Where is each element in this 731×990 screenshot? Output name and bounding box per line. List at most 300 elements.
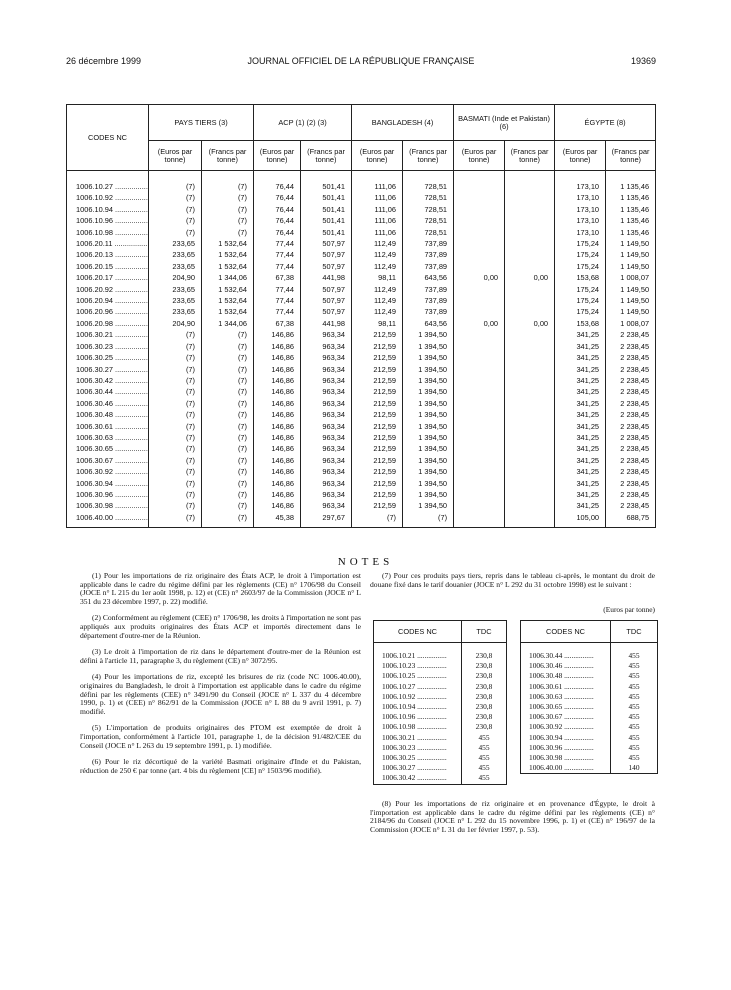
value-cell: 212,59: [352, 375, 403, 386]
value-cell: 1 394,50: [403, 421, 454, 432]
value-cell: [505, 238, 555, 249]
value-cell: [454, 375, 505, 386]
value-cell: [454, 261, 505, 272]
value-cell: [454, 398, 505, 409]
tdc-row: [521, 671, 658, 681]
value-cell: (7): [149, 386, 202, 397]
value-cell: 175,24: [555, 306, 606, 317]
value-cell: 175,24: [555, 284, 606, 295]
value-cell: 1 135,46: [606, 215, 656, 226]
value-cell: 688,75: [606, 512, 656, 528]
tdc-value-cell: 230,8: [462, 692, 507, 702]
tdc-value-cell: 230,8: [462, 661, 507, 671]
value-cell: (7): [202, 192, 254, 203]
value-cell: (7): [149, 192, 202, 203]
value-cell: (7): [149, 341, 202, 352]
value-cell: 963,34: [301, 432, 352, 443]
value-cell: 963,34: [301, 375, 352, 386]
tdc-row: [374, 722, 507, 732]
value-cell: (7): [149, 409, 202, 420]
value-cell: 146,86: [254, 432, 301, 443]
tdc-code-cell: 1006.30.67 ................: [521, 712, 611, 722]
tdc-value-cell: 455: [611, 712, 658, 722]
value-cell: 153,68: [555, 272, 606, 283]
value-cell: (7): [202, 204, 254, 215]
value-cell: 341,25: [555, 466, 606, 477]
value-cell: 341,25: [555, 432, 606, 443]
tdc-value-cell: 230,8: [462, 722, 507, 732]
value-cell: [505, 386, 555, 397]
value-cell: 1 394,50: [403, 443, 454, 454]
value-cell: 1 394,50: [403, 364, 454, 375]
nc-code-cell: 1006.30.42 ................: [67, 375, 149, 386]
tdc-row: [374, 702, 507, 712]
value-cell: 737,89: [403, 295, 454, 306]
value-cell: 963,34: [301, 500, 352, 511]
nc-code-cell: 1006.10.92 ................: [67, 192, 149, 203]
unit-euros-header: (Euros par tonne): [454, 141, 505, 171]
value-cell: (7): [149, 364, 202, 375]
value-cell: 0,00: [505, 272, 555, 283]
value-cell: 233,65: [149, 238, 202, 249]
value-cell: [505, 409, 555, 420]
value-cell: 112,49: [352, 284, 403, 295]
value-cell: 1 532,64: [202, 261, 254, 272]
value-cell: [505, 478, 555, 489]
tdc-row: [374, 661, 507, 671]
nc-code-cell: 1006.20.15 ................: [67, 261, 149, 272]
value-cell: 212,59: [352, 398, 403, 409]
value-cell: [454, 352, 505, 363]
value-cell: 507,97: [301, 295, 352, 306]
value-cell: 204,90: [149, 272, 202, 283]
tdc-code-cell: 1006.10.92 ................: [374, 692, 462, 702]
tdc-row: [521, 753, 658, 763]
value-cell: [505, 432, 555, 443]
value-cell: 2 238,45: [606, 398, 656, 409]
value-cell: 643,56: [403, 272, 454, 283]
value-cell: (7): [202, 227, 254, 238]
value-cell: 146,86: [254, 329, 301, 340]
tdc-code-cell: 1006.30.96 ................: [521, 743, 611, 753]
value-cell: (7): [149, 398, 202, 409]
value-cell: 1 394,50: [403, 466, 454, 477]
value-cell: 146,86: [254, 489, 301, 500]
table-row: [67, 398, 656, 409]
nc-code-cell: 1006.30.46 ................: [67, 398, 149, 409]
value-cell: 2 238,45: [606, 443, 656, 454]
value-cell: (7): [149, 489, 202, 500]
value-cell: 2 238,45: [606, 364, 656, 375]
value-cell: (7): [202, 364, 254, 375]
value-cell: 173,10: [555, 227, 606, 238]
value-cell: (7): [202, 398, 254, 409]
tdc-value-cell: 455: [611, 671, 658, 681]
value-cell: 112,49: [352, 306, 403, 317]
value-cell: 146,86: [254, 443, 301, 454]
value-cell: 1 135,46: [606, 171, 656, 193]
value-cell: [454, 500, 505, 511]
value-cell: [505, 375, 555, 386]
value-cell: [505, 171, 555, 193]
value-cell: 1 394,50: [403, 409, 454, 420]
tdc-code-cell: 1006.10.96 ................: [374, 712, 462, 722]
journal-title: JOURNAL OFFICIEL DE LA RÉPUBLIQUE FRANÇAISE: [247, 56, 475, 66]
table-row: [67, 261, 656, 272]
value-cell: [454, 443, 505, 454]
value-cell: 1 394,50: [403, 341, 454, 352]
group-header: ACP (1) (2) (3): [254, 105, 352, 141]
value-cell: 963,34: [301, 421, 352, 432]
value-cell: 441,98: [301, 318, 352, 329]
value-cell: (7): [149, 466, 202, 477]
value-cell: 2 238,45: [606, 352, 656, 363]
value-cell: 146,86: [254, 398, 301, 409]
value-cell: 212,59: [352, 478, 403, 489]
value-cell: 146,86: [254, 364, 301, 375]
value-cell: [454, 204, 505, 215]
value-cell: [505, 512, 555, 528]
value-cell: 233,65: [149, 261, 202, 272]
value-cell: 728,51: [403, 227, 454, 238]
value-cell: 963,34: [301, 443, 352, 454]
value-cell: 341,25: [555, 352, 606, 363]
tdc-code-cell: 1006.30.25 ................: [374, 753, 462, 763]
value-cell: 1 149,50: [606, 284, 656, 295]
value-cell: 501,41: [301, 171, 352, 193]
value-cell: 112,49: [352, 261, 403, 272]
group-header: BASMATI (Inde et Pakistan) (6): [454, 105, 555, 141]
tdc-value-cell: 455: [611, 733, 658, 743]
value-cell: 1 008,07: [606, 272, 656, 283]
nc-code-cell: 1006.20.11 ................: [67, 238, 149, 249]
value-cell: [505, 341, 555, 352]
value-cell: [505, 284, 555, 295]
page-header: [66, 56, 656, 70]
value-cell: 112,49: [352, 238, 403, 249]
tdc-row: [374, 733, 507, 743]
tdc-row: [521, 712, 658, 722]
value-cell: (7): [149, 500, 202, 511]
value-cell: (7): [149, 375, 202, 386]
value-cell: [454, 409, 505, 420]
unit-francs-header: (Francs par tonne): [403, 141, 454, 171]
value-cell: (7): [149, 171, 202, 193]
value-cell: 2 238,45: [606, 386, 656, 397]
value-cell: 77,44: [254, 284, 301, 295]
value-cell: 212,59: [352, 364, 403, 375]
value-cell: 76,44: [254, 171, 301, 193]
value-cell: 1 532,64: [202, 306, 254, 317]
value-cell: 173,10: [555, 215, 606, 226]
tdc-code-cell: 1006.10.27 ................: [374, 682, 462, 692]
value-cell: 76,44: [254, 215, 301, 226]
tdc-row: [374, 773, 507, 784]
value-cell: 175,24: [555, 295, 606, 306]
value-cell: 146,86: [254, 409, 301, 420]
value-cell: [505, 500, 555, 511]
value-cell: 2 238,45: [606, 329, 656, 340]
value-cell: [505, 249, 555, 260]
value-cell: 1 008,07: [606, 318, 656, 329]
value-cell: (7): [202, 432, 254, 443]
unit-euros-header: (Euros par tonne): [254, 141, 301, 171]
value-cell: 1 532,64: [202, 249, 254, 260]
table-row: [67, 329, 656, 340]
value-cell: 1 394,50: [403, 455, 454, 466]
nc-code-cell: 1006.30.94 ................: [67, 478, 149, 489]
value-cell: (7): [202, 478, 254, 489]
value-cell: (7): [403, 512, 454, 528]
unit-francs-header: (Francs par tonne): [202, 141, 254, 171]
value-cell: 341,25: [555, 341, 606, 352]
value-cell: 728,51: [403, 215, 454, 226]
value-cell: 507,97: [301, 284, 352, 295]
value-cell: [505, 398, 555, 409]
value-cell: 1 149,50: [606, 306, 656, 317]
value-cell: 507,97: [301, 238, 352, 249]
value-cell: 212,59: [352, 386, 403, 397]
value-cell: [454, 489, 505, 500]
value-cell: (7): [202, 443, 254, 454]
value-cell: 173,10: [555, 204, 606, 215]
note-1: (1) Pour les importations de riz originaire des États ACP, le droit à l'importation est applicable dans le cadre du régime défini par les règlements (CE) n° 1706/98 du Conseil (JOCE n° L 215 du 1er août 1998, p. 12) et (CE) n° 2603/97 de la Commission (JOCE n° L 351 du 23 décembre 1997, p. 22) modifié.: [80, 571, 361, 606]
value-cell: 341,25: [555, 489, 606, 500]
value-cell: 1 394,50: [403, 489, 454, 500]
nc-code-cell: 1006.30.23 ................: [67, 341, 149, 352]
value-cell: 67,38: [254, 272, 301, 283]
tdc-code-cell: 1006.10.21 ................: [374, 643, 462, 662]
value-cell: (7): [202, 215, 254, 226]
value-cell: 212,59: [352, 421, 403, 432]
tdc-code-cell: 1006.30.63 ................: [521, 692, 611, 702]
page-number: 19369: [630, 56, 656, 66]
tdc-value-cell: 455: [611, 643, 658, 662]
value-cell: 1 394,50: [403, 398, 454, 409]
value-cell: (7): [202, 466, 254, 477]
unit-francs-header: (Francs par tonne): [606, 141, 656, 171]
value-cell: 77,44: [254, 306, 301, 317]
nc-code-cell: 1006.30.96 ................: [67, 489, 149, 500]
tdc-value-cell: 230,8: [462, 643, 507, 662]
tdc-row: [374, 682, 507, 692]
table-row: [67, 249, 656, 260]
table-row: [67, 318, 656, 329]
value-cell: (7): [149, 443, 202, 454]
value-cell: [505, 455, 555, 466]
tdc-code-cell: 1006.40.00 ................: [521, 763, 611, 774]
note-5: (5) L'importation de produits originaires des PTOM est exemptée de droit à l'importation, conformément à l'article 101, paragraphe 1, de la décision 91/482/CEE du Conseil (JOCE n° L 263 du 19 septembre 1991, p. 1) modifiée.: [80, 723, 361, 750]
table-row: [67, 171, 656, 193]
tdc-row: [374, 671, 507, 681]
tdc-value-cell: 455: [462, 733, 507, 743]
value-cell: [454, 329, 505, 340]
value-cell: (7): [149, 455, 202, 466]
tdc-code-header: CODES NC: [374, 621, 462, 643]
tdc-table-left: [373, 620, 507, 785]
unit-francs-header: (Francs par tonne): [505, 141, 555, 171]
value-cell: 341,25: [555, 409, 606, 420]
value-cell: 1 394,50: [403, 478, 454, 489]
value-cell: 2 238,45: [606, 466, 656, 477]
value-cell: (7): [202, 512, 254, 528]
value-cell: (7): [149, 432, 202, 443]
value-cell: (7): [149, 352, 202, 363]
value-cell: [454, 432, 505, 443]
table-row: [67, 238, 656, 249]
value-cell: (7): [149, 478, 202, 489]
table-row: [67, 272, 656, 283]
tdc-code-cell: 1006.30.94 ................: [521, 733, 611, 743]
value-cell: [505, 192, 555, 203]
value-cell: 111,06: [352, 171, 403, 193]
value-cell: 1 394,50: [403, 432, 454, 443]
value-cell: (7): [149, 227, 202, 238]
tdc-value-cell: 230,8: [462, 712, 507, 722]
nc-code-cell: 1006.30.25 ................: [67, 352, 149, 363]
value-cell: 0,00: [454, 318, 505, 329]
value-cell: 341,25: [555, 455, 606, 466]
tdc-value-cell: 230,8: [462, 682, 507, 692]
value-cell: 0,00: [454, 272, 505, 283]
value-cell: 2 238,45: [606, 500, 656, 511]
tdc-code-cell: 1006.30.23 ................: [374, 743, 462, 753]
group-header: PAYS TIERS (3): [149, 105, 254, 141]
group-header: ÉGYPTE (8): [555, 105, 656, 141]
note-4: (4) Pour les importations de riz, excepté les brisures de riz (code NC 1006.40.00), originaires du Bangladesh, le droit à l'importation est applicable dans le cadre du régime défini par les règlements (CEE) n° 3491/90 du Conseil (JOCE n° L 337 du 4 décembre 1990, p. 1) et (CEE) n° 862/91 de la Commission (JOCE n° L 88 du 9 avril 1991, p. 7) modifié.: [80, 672, 361, 716]
value-cell: 341,25: [555, 386, 606, 397]
nc-code-cell: 1006.30.44 ................: [67, 386, 149, 397]
value-cell: (7): [202, 352, 254, 363]
value-cell: 146,86: [254, 341, 301, 352]
nc-code-cell: 1006.10.27 ................: [67, 171, 149, 193]
value-cell: 1 394,50: [403, 329, 454, 340]
value-cell: [505, 261, 555, 272]
value-cell: 1 394,50: [403, 500, 454, 511]
value-cell: [454, 512, 505, 528]
value-cell: 728,51: [403, 171, 454, 193]
nc-code-cell: 1006.30.27 ................: [67, 364, 149, 375]
note-2: (2) Conformément au règlement (CEE) n° 1706/98, les droits à l'importation ne sont pas appliqués aux produits originaires des États ACP et importés directement dans le département d'outre-mer de la Réunion.: [80, 613, 361, 640]
value-cell: [454, 249, 505, 260]
value-cell: [454, 284, 505, 295]
value-cell: 233,65: [149, 306, 202, 317]
value-cell: 963,34: [301, 329, 352, 340]
value-cell: 146,86: [254, 500, 301, 511]
value-cell: 1 532,64: [202, 284, 254, 295]
codes-nc-header: CODES NC: [67, 105, 149, 171]
tdc-code-header: CODES NC: [521, 621, 611, 643]
value-cell: [454, 478, 505, 489]
value-cell: 175,24: [555, 238, 606, 249]
value-cell: [454, 341, 505, 352]
value-cell: 112,49: [352, 249, 403, 260]
value-cell: 2 238,45: [606, 478, 656, 489]
unit-euros-header: (Euros par tonne): [149, 141, 202, 171]
value-cell: 963,34: [301, 364, 352, 375]
value-cell: 2 238,45: [606, 489, 656, 500]
value-cell: 1 344,06: [202, 318, 254, 329]
note-7: (7) Pour ces produits pays tiers, repris dans le tableau ci-après, le montant du droit de douane fixé dans le tarif douanier (JOCE n° L 292 du 31 octobre 1998) est le suivant :: [370, 571, 655, 589]
tdc-row: [374, 643, 507, 662]
value-cell: 212,59: [352, 329, 403, 340]
value-cell: 1 149,50: [606, 295, 656, 306]
value-cell: [505, 443, 555, 454]
value-cell: 233,65: [149, 284, 202, 295]
value-cell: 963,34: [301, 341, 352, 352]
value-cell: 204,90: [149, 318, 202, 329]
value-cell: 112,49: [352, 295, 403, 306]
value-cell: 341,25: [555, 478, 606, 489]
value-cell: 77,44: [254, 261, 301, 272]
value-cell: 1 532,64: [202, 295, 254, 306]
value-cell: 212,59: [352, 409, 403, 420]
value-cell: 963,34: [301, 398, 352, 409]
value-cell: 45,38: [254, 512, 301, 528]
tdc-value-cell: 455: [611, 743, 658, 753]
value-cell: [454, 215, 505, 226]
table-row: [67, 421, 656, 432]
value-cell: 98,11: [352, 272, 403, 283]
value-cell: [454, 386, 505, 397]
value-cell: 146,86: [254, 478, 301, 489]
tdc-value-cell: 455: [611, 692, 658, 702]
value-cell: 98,11: [352, 318, 403, 329]
note-3: (3) Le droit à l'importation de riz dans le département d'outre-mer de la Réunion est défini à l'article 11, paragraphe 3, du règlement (CE) n° 3072/95.: [80, 647, 361, 665]
tdc-code-cell: 1006.10.25 ................: [374, 671, 462, 681]
value-cell: 728,51: [403, 204, 454, 215]
nc-code-cell: 1006.20.94 ................: [67, 295, 149, 306]
value-cell: [454, 421, 505, 432]
value-cell: 507,97: [301, 249, 352, 260]
tdc-row: [521, 661, 658, 671]
value-cell: 297,67: [301, 512, 352, 528]
value-cell: 1 135,46: [606, 204, 656, 215]
table-row: [67, 341, 656, 352]
value-cell: (7): [149, 421, 202, 432]
nc-code-cell: 1006.30.65 ................: [67, 443, 149, 454]
value-cell: 175,24: [555, 261, 606, 272]
table-row: [67, 215, 656, 226]
value-cell: (7): [202, 489, 254, 500]
nc-code-cell: 1006.30.21 ................: [67, 329, 149, 340]
value-cell: (7): [149, 329, 202, 340]
value-cell: 76,44: [254, 227, 301, 238]
tdc-value-cell: 230,8: [462, 671, 507, 681]
value-cell: 963,34: [301, 409, 352, 420]
tdc-value-header: TDC: [611, 621, 658, 643]
tdc-row: [521, 733, 658, 743]
nc-code-cell: 1006.10.94 ................: [67, 204, 149, 215]
value-cell: (7): [202, 421, 254, 432]
nc-code-cell: 1006.10.98 ................: [67, 227, 149, 238]
value-cell: 1 532,64: [202, 238, 254, 249]
tdc-row: [521, 763, 658, 774]
value-cell: 146,86: [254, 386, 301, 397]
value-cell: 501,41: [301, 227, 352, 238]
group-header: BANGLADESH (4): [352, 105, 454, 141]
value-cell: 2 238,45: [606, 421, 656, 432]
value-cell: 737,89: [403, 284, 454, 295]
value-cell: [505, 295, 555, 306]
value-cell: 212,59: [352, 341, 403, 352]
value-cell: 1 344,06: [202, 272, 254, 283]
value-cell: 341,25: [555, 375, 606, 386]
value-cell: (7): [202, 171, 254, 193]
table-row: [67, 443, 656, 454]
value-cell: 146,86: [254, 455, 301, 466]
tdc-row: [374, 763, 507, 773]
